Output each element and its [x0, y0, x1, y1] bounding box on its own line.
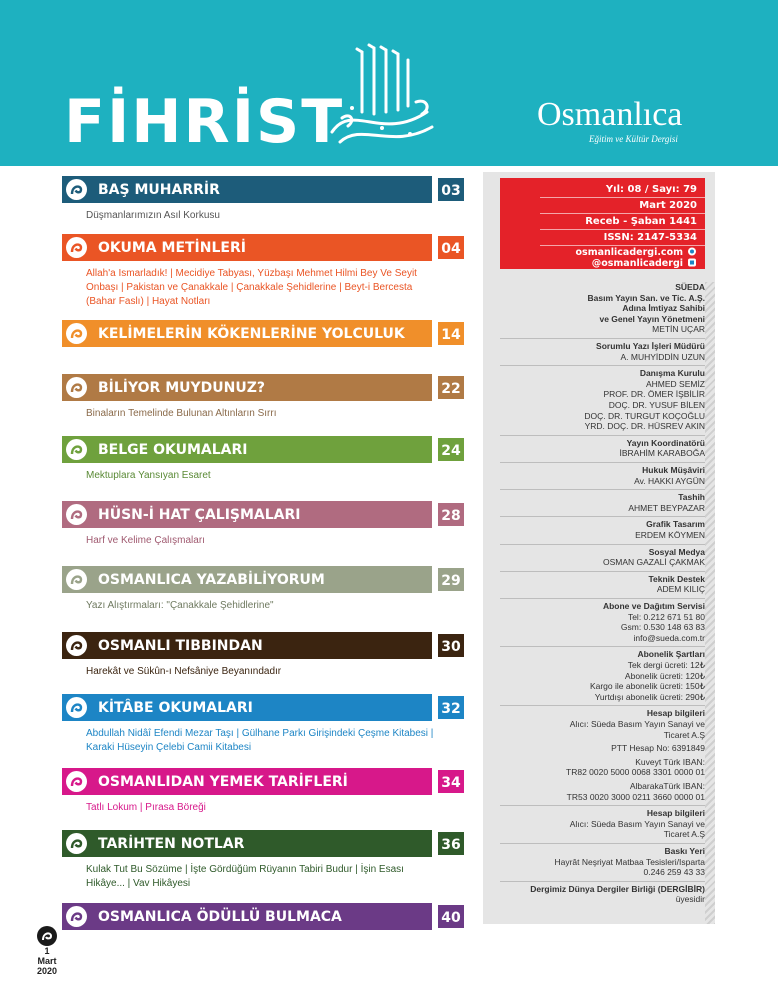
credits-line: Kargo ile abonelik ücreti: 150₺ [589, 681, 705, 692]
sidebar-stripe [705, 282, 715, 924]
credits-line: AlbarakaTürk IBAN: [629, 781, 705, 791]
credits-heading: Hesap bilgileri [646, 808, 705, 819]
social-media-icon [687, 258, 698, 267]
credits-divider [500, 338, 705, 339]
hijri-date: Receb - Şaban 1441 [585, 216, 697, 227]
section-title: BİLİYOR MUYDUNUZ? [98, 380, 265, 396]
credits-line: Ticaret A.Ş [663, 829, 705, 840]
section-page-number: 28 [436, 501, 466, 528]
credits-divider [500, 365, 705, 366]
issue-date: Mart 2020 [639, 200, 697, 211]
magazine-logo-icon [66, 771, 87, 792]
credits-divider [500, 881, 705, 882]
section-page-number: 32 [436, 694, 466, 721]
logo-name: Osmanlıca [537, 96, 683, 133]
credits-line: Kuveyt Türk IBAN: [635, 756, 705, 767]
section-title: OSMANLI TIBBINDAN [98, 638, 263, 654]
basmala-calligraphy-icon [322, 42, 440, 152]
credits-line: info@sueda.com.tr [633, 632, 705, 643]
credits-line: ERDEM KÖYMEN [635, 530, 705, 540]
section-description: Yazı Alıştırmaları: "Çanakkale Şehidlerine" [86, 600, 274, 611]
magazine-logo-icon [66, 906, 87, 927]
credits-divider [500, 646, 705, 647]
globe-icon [687, 247, 698, 256]
credits-line: AHMET BEYPAZAR [628, 502, 705, 513]
credits-heading: ve Genel Yayın Yönetmeni [599, 313, 705, 324]
divider [540, 197, 705, 198]
credits-line: Tek dergi ücreti: 12₺ [627, 660, 705, 670]
divider [540, 229, 705, 230]
credits-line: AHMED SEMİZ [645, 378, 705, 389]
section-page-number: 22 [436, 374, 466, 401]
section-page-number: 40 [436, 903, 466, 930]
credits-divider [500, 462, 705, 463]
magazine-logo [537, 98, 707, 148]
page-number: 1 [44, 946, 50, 956]
credits-heading: Abonelik Şartları [637, 649, 705, 660]
section-description: Harekât ve Sükûn-ı Nefsâniye Beyanındadır [86, 666, 282, 677]
credits-line: TR53 0020 3000 0211 3660 0000 01 [566, 791, 705, 802]
section-title: BAŞ MUHARRİR [98, 182, 220, 198]
issue-info-box [500, 178, 705, 269]
section-page-number: 34 [436, 768, 466, 795]
section-description: Kulak Tut Bu Sözüme | İşte Gördüğüm Rüyanın Tabiri Budur | İşin Esası Hikâye... | Vav Hikâyesi [86, 864, 404, 889]
magazine-logo-icon [66, 569, 87, 590]
magazine-logo-icon [37, 926, 57, 946]
section-page-number: 14 [436, 320, 466, 347]
credits-line: METİN UÇAR [652, 324, 705, 335]
section-page-number: 36 [436, 830, 466, 857]
credits-heading: Teknik Destek [648, 573, 705, 584]
credits-line: PROF. DR. ÖMER İŞBİLİR [603, 389, 705, 400]
section-title: HÜSN-İ HAT ÇALIŞMALARI [98, 507, 301, 523]
section-title: TARİHTEN NOTLAR [98, 836, 245, 852]
credits-line: Gsm: 0.530 148 63 83 [620, 622, 705, 633]
credits-line: Tel: 0.212 671 51 80 [627, 611, 705, 622]
magazine-logo-icon [66, 635, 87, 656]
section-page-number: 30 [436, 632, 466, 659]
issn: ISSN: 2147-5334 [603, 232, 697, 243]
credits-line: DOÇ. DR. TURGUT KOÇOĞLU [584, 410, 705, 421]
credits-line: DOÇ. DR. YUSUF BİLEN [608, 400, 705, 410]
credits-divider [500, 571, 705, 572]
credits-heading: Tashih [678, 492, 705, 503]
section-title: BELGE OKUMALARI [98, 442, 248, 458]
credits-line: Yurtdışı abonelik ücreti: 290₺ [594, 691, 705, 702]
section-title: KİTÂBE OKUMALARI [98, 700, 253, 716]
magazine-logo-icon [66, 439, 87, 460]
divider [540, 213, 705, 214]
magazine-logo-icon [66, 237, 87, 258]
magazine-logo-icon [66, 179, 87, 200]
section-title: OSMANLIDAN YEMEK TARİFLERİ [98, 774, 348, 790]
section-page-number: 04 [436, 234, 466, 261]
section-title: OSMANLICA ÖDÜLLÜ BULMACA [98, 909, 342, 925]
credits-divider [500, 489, 705, 490]
section-description: Tatlı Lokum | Pırasa Böreği [86, 802, 206, 813]
credits-heading: Abone ve Dağıtım Servisi [602, 601, 705, 611]
section-page-number: 24 [436, 436, 466, 463]
credits-heading: Baskı Yeri [664, 846, 705, 856]
credits-divider [500, 435, 705, 436]
social-handle[interactable]: @osmanlicadergi [591, 258, 683, 269]
section-description: Binaların Temelinde Bulunan Altınların Sırrı [86, 408, 277, 419]
credits-line: Alıcı: Süeda Basım Yayın Sanayi ve [569, 818, 705, 829]
credits-divider [500, 598, 705, 599]
divider [540, 245, 705, 246]
credits-divider [500, 705, 705, 706]
credits-heading: Danışma Kurulu [639, 368, 705, 379]
credits-heading: Hukuk Müşâviri [642, 465, 705, 475]
credits-heading: SÜEDA [675, 282, 705, 292]
magazine-logo-icon [66, 323, 87, 344]
section-title: OKUMA METİNLERİ [98, 240, 246, 256]
credits-heading: Adına İmtiyaz Sahibi [622, 303, 705, 314]
magazine-logo-icon [66, 377, 87, 398]
credits-line: Abonelik ücreti: 120₺ [624, 670, 705, 681]
credits-line: YRD. DOÇ. DR. HÜSREV AKIN [584, 421, 705, 432]
section-description: Mektuplara Yansıyan Esaret [86, 470, 211, 481]
credits-heading: Grafik Tasarım [646, 519, 705, 530]
credits-line: Hayrât Neşriyat Matbaa Tesisleri/Isparta [554, 856, 705, 867]
credits-line: OSMAN GAZALİ ÇAKMAK [602, 557, 705, 568]
section-title: KELİMELERİN KÖKENLERİNE YOLCULUK [98, 326, 405, 342]
credits-line: TR82 0020 5000 0068 3301 0000 01 [566, 767, 705, 778]
section-description: Allah'a Ismarladık! | Mecidiye Tabyası, Yüzbaşı Mehmet Hilmi Bey Ve Seyit Onbaşı | Pakistan ve Çanakkale | Çanakkale Şehidlerine | Beyt-i Bercesta (Bahar Faslı) | Hayat Notları [86, 268, 417, 307]
section-page-number: 03 [436, 176, 466, 203]
year-issue: Yıl: 08 / Sayı: 79 [605, 184, 697, 195]
credits-line: 0.246 259 43 33 [643, 867, 705, 878]
credits-line: Alıcı: Süeda Basım Yayın Sanayi ve [569, 719, 705, 729]
credits-heading: Sosyal Medya [648, 546, 705, 557]
credits-line: PTT Hesap No: 6391849 [611, 743, 705, 754]
footer-year: 2020 [36, 966, 58, 976]
credits-line: Av. HAKKI AYGÜN [634, 475, 705, 486]
credits-heading: Hesap bilgileri [646, 708, 705, 719]
credits-line: Ticaret A.Ş [663, 729, 705, 740]
logo-tagline: Eğitim ve Kültür Dergisi [589, 134, 678, 144]
section-page-number: 29 [436, 566, 466, 593]
website-link[interactable]: osmanlicadergi.com [575, 247, 683, 258]
credits-divider [500, 843, 705, 844]
credits-divider [500, 544, 705, 545]
header-banner [0, 0, 778, 166]
section-description: Abdullah Nidâî Efendi Mezar Taşı | Gülhane Parkı Girişindeki Çeşme Kitabesi | Karaki Hüseyin Çelebi Camii Kitabesi [86, 728, 434, 753]
credits-divider [500, 805, 705, 806]
credits-heading: Basım Yayın San. ve Tic. A.Ş. [587, 292, 705, 303]
page-title: FİHRİST [64, 87, 345, 157]
credits-line: İBRAHİM KARABOĞA [619, 448, 705, 459]
magazine-logo-icon [66, 697, 87, 718]
credits-line: A. MUHYİDDİN UZUN [620, 351, 705, 362]
credits-line: üyesidir [675, 894, 705, 905]
credits-heading: Sorumlu Yazı İşleri Müdürü [596, 341, 705, 351]
credits-heading: Dergimiz Dünya Dergiler Birliği (DERGİBİR) [530, 883, 705, 894]
credits-heading: Yayın Koordinatörü [626, 437, 705, 448]
section-description: Harf ve Kelime Çalışmaları [86, 535, 205, 546]
credits-line: ADEM KILIÇ [656, 584, 705, 595]
footer-month: Mart [37, 956, 57, 966]
section-title: OSMANLICA YAZABİLİYORUM [98, 572, 325, 588]
magazine-logo-icon [66, 833, 87, 854]
credits-divider [500, 516, 705, 517]
magazine-logo-icon [66, 504, 87, 525]
section-description: Düşmanlarımızın Asıl Korkusu [86, 210, 220, 221]
page-badge [27, 926, 67, 986]
